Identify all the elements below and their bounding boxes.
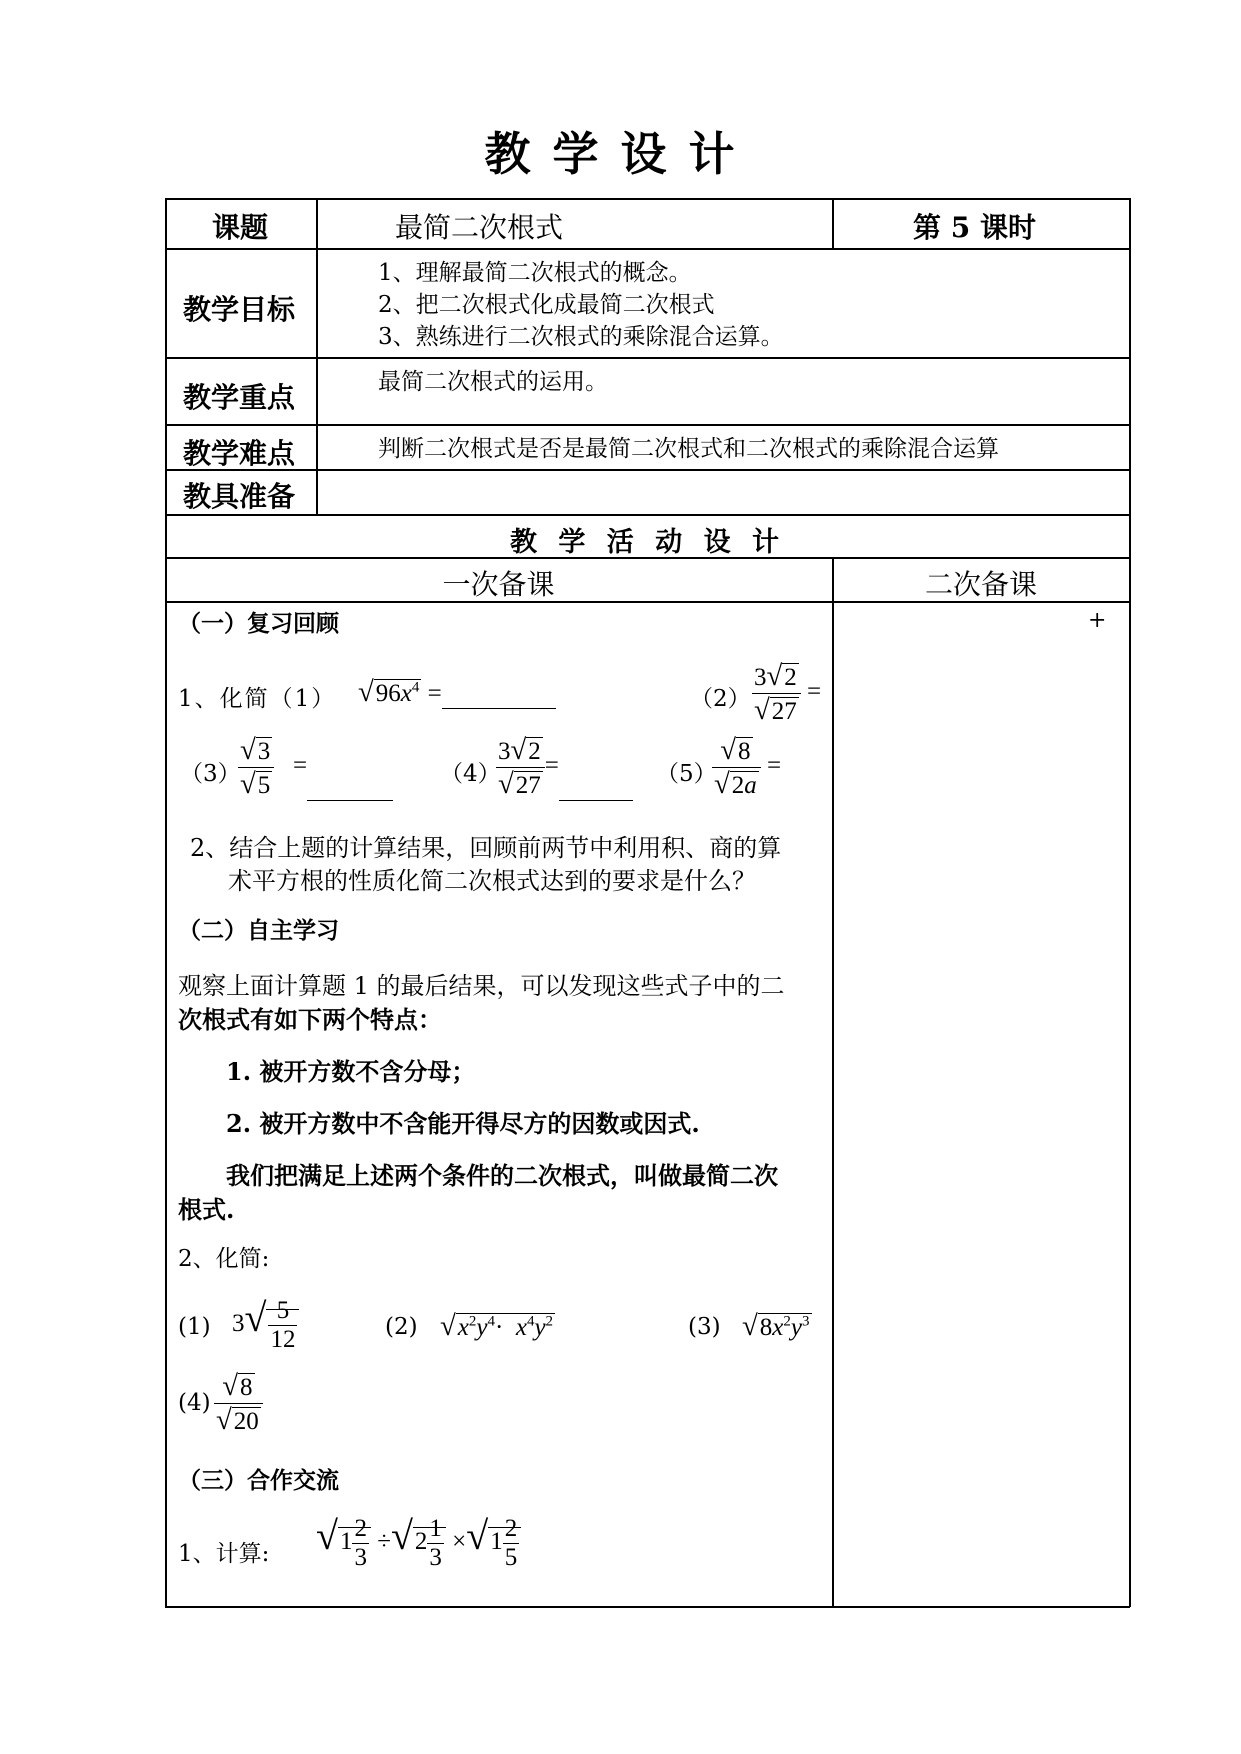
q1-prefix: 1、化简（1）: [178, 686, 337, 712]
q2-line2: 术平方根的性质化简二次根式达到的要求是什么？: [228, 867, 756, 895]
goals-label: 教学目标: [183, 293, 296, 326]
calc-expr: √1 $\frac{2}{3}$ ÷√2 $\frac{1}{3}$ ×√1 $\frac{2}{5}$: [316, 1512, 521, 1572]
review-heading: （一）复习回顾: [178, 610, 339, 637]
goal-item: 2、把二次根式化成最简二次根式: [378, 292, 715, 318]
definition-line1: 我们把满足上述两个条件的二次根式，叫做最简二次: [226, 1161, 778, 1190]
observation-line1: 观察上面计算题 1 的最后结果，可以发现这些式子中的二: [178, 972, 785, 1000]
goal-item: 3、熟练进行二次根式的乘除混合运算。: [378, 324, 784, 350]
q1-part5-label: （5）: [656, 761, 717, 787]
second-prep-header: 二次备课: [924, 568, 1037, 601]
key-points-value: 最简二次根式的运用。: [378, 369, 608, 395]
calc-label: 1、计算:: [178, 1541, 270, 1567]
feature-1: 1. 被开方数不含分母；: [226, 1057, 476, 1086]
first-prep-header: 一次备课: [442, 568, 555, 601]
simplify-part2-label: (2): [385, 1314, 418, 1340]
cooperation-heading: （三）合作交流: [178, 1467, 339, 1494]
goal-item: 1、理解最简二次根式的概念。: [378, 260, 692, 286]
q2-line1: 2、结合上题的计算结果，回顾前两节中利用积、商的算: [190, 834, 782, 862]
q1-expr-5: $\frac{√8}{√2a}$ =: [714, 734, 782, 800]
simplify-part1-label: (1): [178, 1314, 211, 1340]
q1-part3-label: （3）: [180, 761, 241, 787]
simplify-expr-2: $√x^2y^4\cdot x^4y^2$: [440, 1310, 554, 1342]
q1-expr-1: $√96x^4$ =: [358, 676, 556, 709]
definition-line2: 根式.: [178, 1195, 235, 1224]
q1-expr-2: $\frac{3√2}{√27}$ =: [754, 660, 822, 726]
activity-title: 教 学 活 动 设 计: [510, 527, 785, 558]
topic-value: 最简二次根式: [395, 211, 564, 244]
feature-2: 2. 被开方数中不含能开得尽方的因数或因式.: [226, 1109, 700, 1138]
q1-part4-label: （4）: [440, 761, 501, 787]
simplify-expr-3: $√8x^2y^3$: [742, 1310, 810, 1342]
simplify-label: 2、化简:: [178, 1246, 270, 1272]
simplify-expr-1: 3√ $\frac{5}{12}$: [232, 1294, 299, 1354]
page-title: 教学设计: [484, 127, 757, 181]
difficulties-label: 教学难点: [183, 437, 296, 470]
q1-part2-label: （2）: [690, 686, 751, 712]
q1-expr-3: $\frac{√3}{√5}$ =: [238, 734, 393, 801]
lesson-number: 第 5 课时: [913, 211, 1036, 244]
q1-expr-4: $\frac{3√2}{√27}$ =: [496, 734, 633, 801]
simplify-expr-4: $\frac{√8}{√20}$: [214, 1370, 263, 1437]
plus-mark: +: [1088, 608, 1107, 633]
simplify-part3-label: (3): [688, 1314, 721, 1340]
difficulties-value: 判断二次根式是否是最简二次根式和二次根式的乘除混合运算: [378, 436, 999, 462]
self-study-heading: （二）自主学习: [178, 917, 339, 944]
tools-label: 教具准备: [183, 480, 296, 513]
topic-label: 课题: [212, 211, 269, 244]
key-points-label: 教学重点: [183, 381, 296, 414]
observation-line2: 次根式有如下两个特点：: [178, 1005, 442, 1034]
simplify-part4-label: (4): [178, 1390, 211, 1416]
